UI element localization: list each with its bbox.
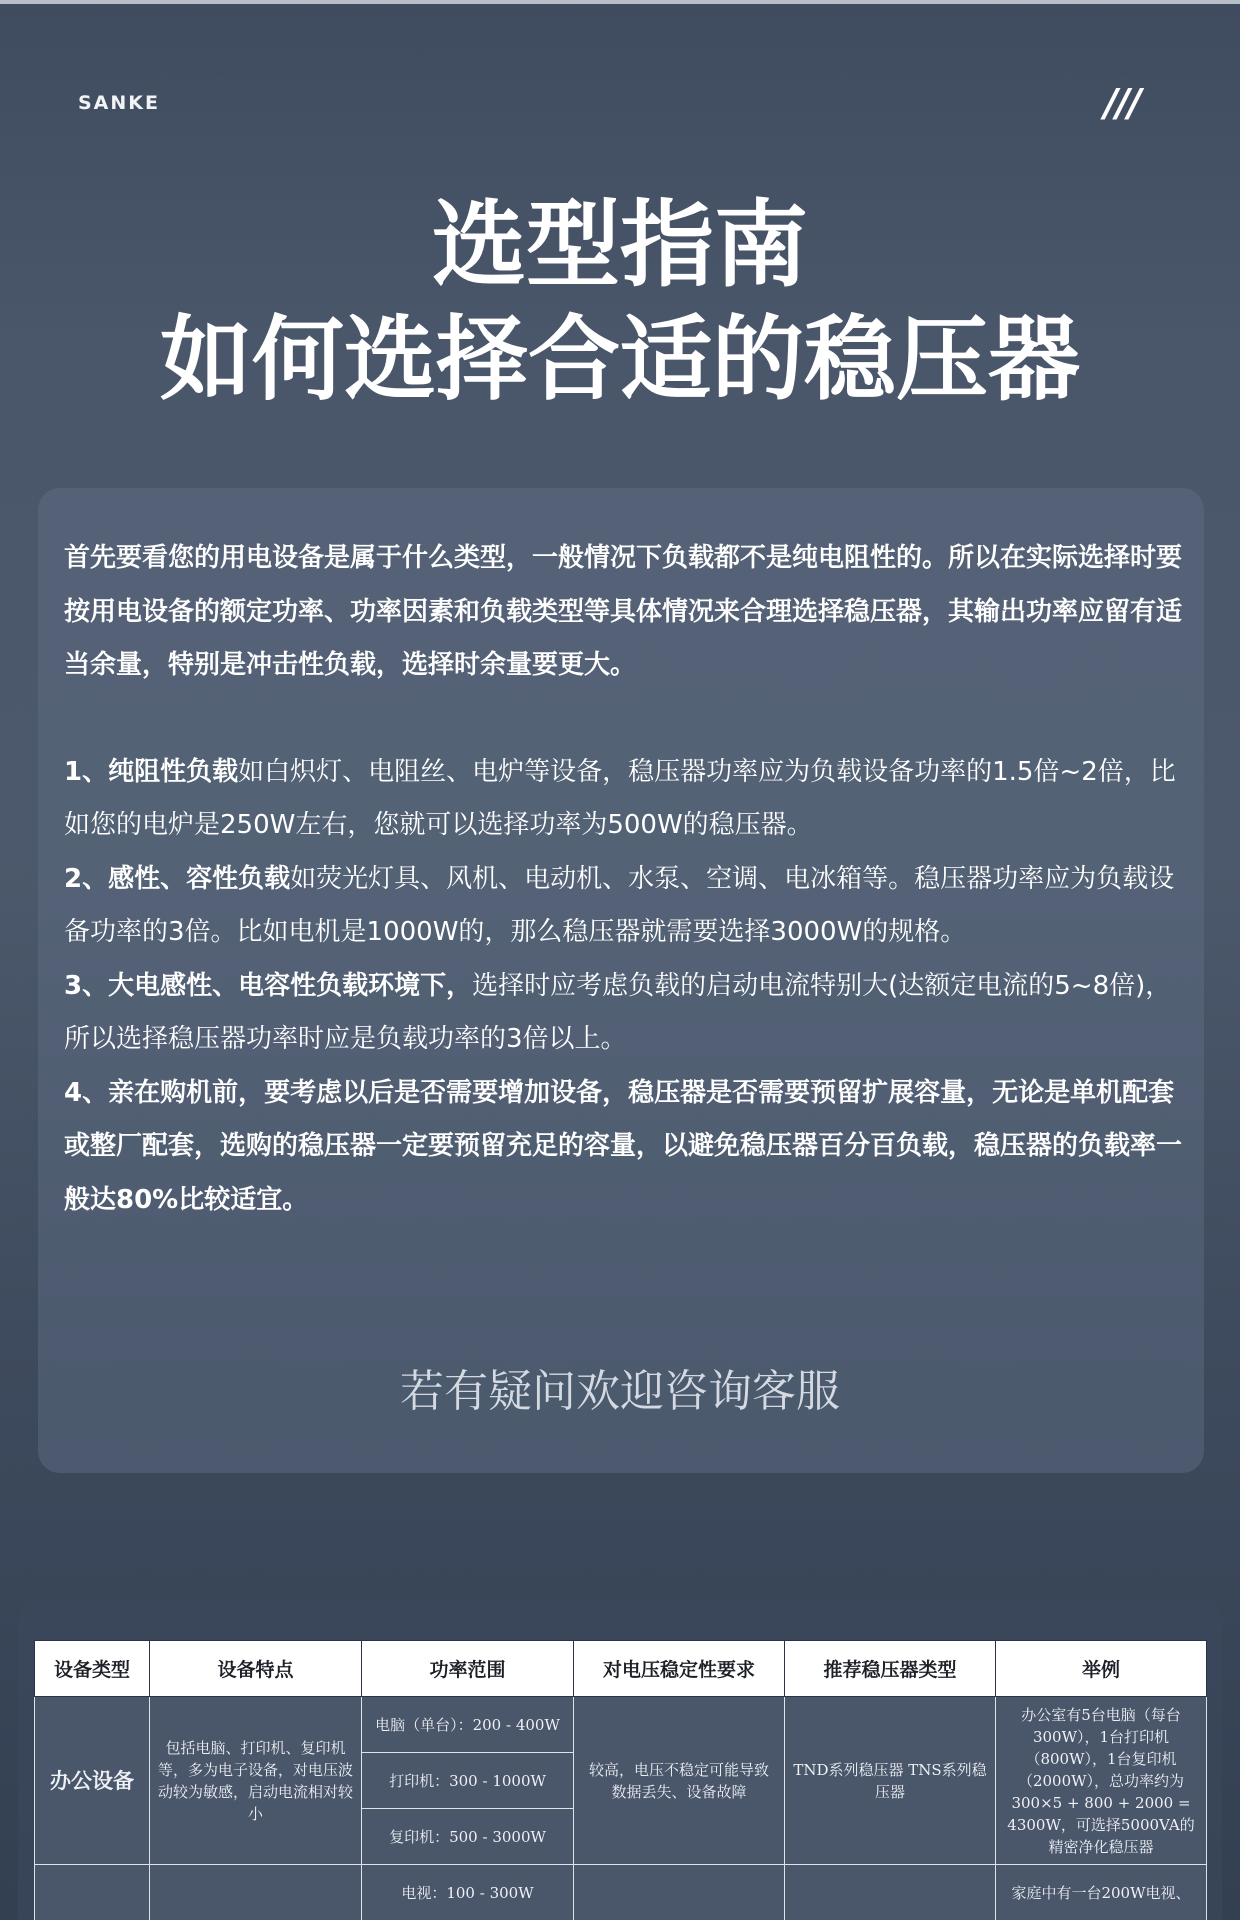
guide-item-1-text: 如白炽灯、电阻丝、电炉等设备，稳压器功率应为负载设备功率的1.5倍~2倍，比如您的电炉是250W左右，您就可以选择功率为500W的稳压器。: [64, 756, 1176, 840]
example-cell: 办公室有5台电脑（每台300W），1台打印机（800W），1台复印机（2000W），总功率约为300×5 + 800 + 2000 = 4300W，可选择5000VA的精密净化稳压器: [996, 1697, 1207, 1865]
recommended-type-cell: TND系列稳压器 TNS系列稳压器: [785, 1697, 996, 1865]
power-range-cell: 电视：100 - 300W: [362, 1865, 574, 1920]
guide-item-3-text: 选择时应考虑负载的启动电流特别大(达额定电流的5~8倍)，所以选择稳压器功率时应是负载功率的3倍以上。: [64, 970, 1172, 1054]
table-header-cell: 设备特点: [150, 1641, 362, 1697]
recommended-type-cell: [785, 1865, 996, 1920]
device-feature-cell: [150, 1865, 362, 1920]
device-feature-cell: 包括电脑、打印机、复印机等，多为电子设备，对电压波动较为敏感，启动电流相对较小: [150, 1697, 362, 1865]
guide-item-2: [64, 853, 1184, 960]
guide-item-3: [64, 960, 1184, 1067]
guide-item-4: [64, 1067, 1184, 1228]
guide-intro: 首先要看您的用电设备是属于什么类型，一般情况下负载都不是纯电阻性的。所以在实际选择时要按用电设备的额定功率、功率因素和负载类型等具体情况来合理选择稳压器，其输出功率应留有适当余量，特别是冲击性负载，选择时余量要更大。: [64, 543, 1183, 680]
guide-item-2-text: 如荧光灯具、风机、电动机、水泵、空调、电冰箱等。稳压器功率应为负载设备功率的3倍。比如电机是1000W的，那么稳压器就需要选择3000W的规格。: [64, 863, 1175, 947]
guide-item-2-lead: 2、感性、容性负载: [64, 863, 291, 894]
power-range-cell: 打印机：300 - 1000W: [362, 1753, 574, 1809]
power-range-cell: 电脑（单台）：200 - 400W: [362, 1697, 574, 1753]
stability-requirement-cell: 较高，电压不稳定可能导致数据丢失、设备故障: [574, 1697, 785, 1865]
selection-table: [34, 1640, 1207, 1920]
guide-item-1: [64, 746, 1184, 853]
table-header-row: [35, 1641, 1207, 1697]
table-header-cell: 对电压稳定性要求: [574, 1641, 785, 1697]
brand-logo: SANKE: [78, 92, 160, 114]
table-header-cell: 功率范围: [362, 1641, 574, 1697]
table-header-cell: 推荐稳压器类型: [785, 1641, 996, 1697]
example-cell: 家庭中有一台200W电视、: [996, 1865, 1207, 1920]
table-row: [35, 1697, 1207, 1753]
stability-requirement-cell: [574, 1865, 785, 1920]
table-row: [35, 1865, 1207, 1920]
guide-item-1-lead: 1、纯阻性负载: [64, 756, 239, 787]
guide-text: [64, 532, 1184, 1227]
power-range-cell: 复印机：500 - 3000W: [362, 1809, 574, 1865]
page-subtitle: 如何选择合适的稳压器: [159, 306, 1080, 413]
device-type-cell: 办公设备: [35, 1697, 150, 1865]
slash-mark-icon: ///: [1104, 81, 1140, 125]
page-title: 选型指南: [431, 191, 808, 300]
table-header-cell: 举例: [996, 1641, 1207, 1697]
table-header-cell: 设备类型: [35, 1641, 150, 1697]
device-type-cell: [35, 1865, 150, 1920]
guide-item-4-lead: 4、亲在购机前，要考虑以后是否需要增加设备，稳压器是否需要预留扩展容量，无论是单机配套或整厂配套，选购的稳压器一定要预留充足的容量，以避免稳压器百分百负载，稳压器的负载率一般达80%比较适宜。: [64, 1077, 1183, 1215]
top-divider: [0, 0, 1240, 4]
guide-item-3-lead: 3、大电感性、电容性负载环境下，: [64, 970, 473, 1001]
consult-prompt: 若有疑问欢迎咨询客服: [400, 1366, 840, 1417]
